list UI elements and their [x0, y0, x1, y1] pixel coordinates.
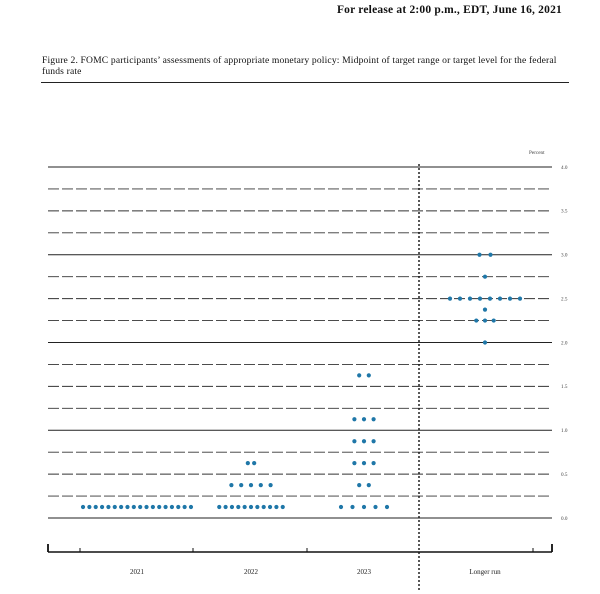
participant-dot: [230, 505, 234, 509]
y-tick-label: 3.0: [561, 252, 568, 259]
unit-label: Percent: [529, 150, 545, 156]
x-category-label: Longer run: [469, 568, 501, 576]
y-tick-label: 2.5: [561, 296, 568, 303]
participant-dot: [339, 505, 343, 509]
participant-dot: [106, 505, 110, 509]
participant-dot: [483, 340, 487, 344]
participant-dot: [249, 505, 253, 509]
release-notice: For release at 2:00 p.m., EDT, June 16, 2021: [336, 4, 562, 16]
participant-dot: [474, 318, 478, 322]
participant-dot: [274, 505, 278, 509]
participant-dot: [352, 439, 356, 443]
participant-dot: [362, 417, 366, 421]
participant-dot: [170, 505, 174, 509]
participant-dot: [483, 318, 487, 322]
participant-dot: [189, 505, 193, 509]
participant-dot: [255, 505, 259, 509]
participant-dot: [488, 297, 492, 301]
participant-dot: [94, 505, 98, 509]
participant-dot: [492, 318, 496, 322]
participant-dot: [262, 505, 266, 509]
participant-dot: [217, 505, 221, 509]
participant-dot: [372, 461, 376, 465]
participant-dot: [478, 297, 482, 301]
participant-dot: [483, 307, 487, 311]
participant-dot: [249, 483, 253, 487]
participant-dot: [183, 505, 187, 509]
participant-dot: [281, 505, 285, 509]
participant-dot: [362, 439, 366, 443]
y-tick-label: 1.0: [561, 428, 568, 435]
participant-dot: [246, 461, 250, 465]
participant-dot: [372, 439, 376, 443]
participant-dot: [176, 505, 180, 509]
participant-dot: [518, 297, 522, 301]
y-tick-label: 3.5: [561, 208, 568, 215]
participant-dot: [144, 505, 148, 509]
participant-dot: [352, 461, 356, 465]
participant-dot: [508, 297, 512, 301]
participant-dot: [483, 275, 487, 279]
participant-dot: [269, 483, 273, 487]
x-axis: [48, 544, 552, 552]
y-tick-label: 0.0: [561, 515, 568, 522]
participant-dot: [352, 417, 356, 421]
participant-dot: [362, 505, 366, 509]
y-tick-label: 1.5: [561, 384, 568, 391]
participant-dot: [373, 505, 377, 509]
participant-dot: [239, 483, 243, 487]
participant-dot: [119, 505, 123, 509]
participant-dot: [243, 505, 247, 509]
x-category-labels: [130, 568, 501, 576]
participant-dot: [259, 483, 263, 487]
participant-dot: [132, 505, 136, 509]
participant-dot: [157, 505, 161, 509]
x-category-label: 2022: [244, 568, 258, 576]
participant-dot: [367, 373, 371, 377]
y-tick-labels: [561, 165, 568, 522]
participant-dot: [236, 505, 240, 509]
participant-dot: [362, 461, 366, 465]
participant-dot: [468, 297, 472, 301]
participant-dot: [81, 505, 85, 509]
participant-dot: [100, 505, 104, 509]
figure-caption: Figure 2. FOMC participants’ assessments of appropriate monetary policy: Midpoint of target range or target level for the federal funds rate: [42, 55, 557, 77]
participant-dot: [498, 297, 502, 301]
participant-dot: [87, 505, 91, 509]
participant-dot: [125, 505, 129, 509]
participant-dot: [367, 483, 371, 487]
participant-dot: [113, 505, 117, 509]
participant-dots: [81, 253, 522, 509]
participant-dot: [477, 253, 481, 257]
y-tick-label: 4.0: [561, 164, 568, 171]
participant-dot: [138, 505, 142, 509]
participant-dot: [252, 461, 256, 465]
participant-dot: [448, 297, 452, 301]
participant-dot: [372, 417, 376, 421]
x-category-label: 2021: [130, 568, 144, 576]
participant-dot: [350, 505, 354, 509]
participant-dot: [357, 483, 361, 487]
participant-dot: [224, 505, 228, 509]
x-category-label: 2023: [357, 568, 371, 576]
participant-dot: [151, 505, 155, 509]
y-tick-label: 2.0: [561, 340, 568, 347]
participant-dot: [163, 505, 167, 509]
participant-dot: [458, 297, 462, 301]
participant-dot: [385, 505, 389, 509]
participant-dot: [268, 505, 272, 509]
participant-dot: [357, 373, 361, 377]
gridlines: [48, 167, 552, 518]
participant-dot: [488, 253, 492, 257]
y-tick-label: 0.5: [561, 471, 568, 478]
participant-dot: [229, 483, 233, 487]
